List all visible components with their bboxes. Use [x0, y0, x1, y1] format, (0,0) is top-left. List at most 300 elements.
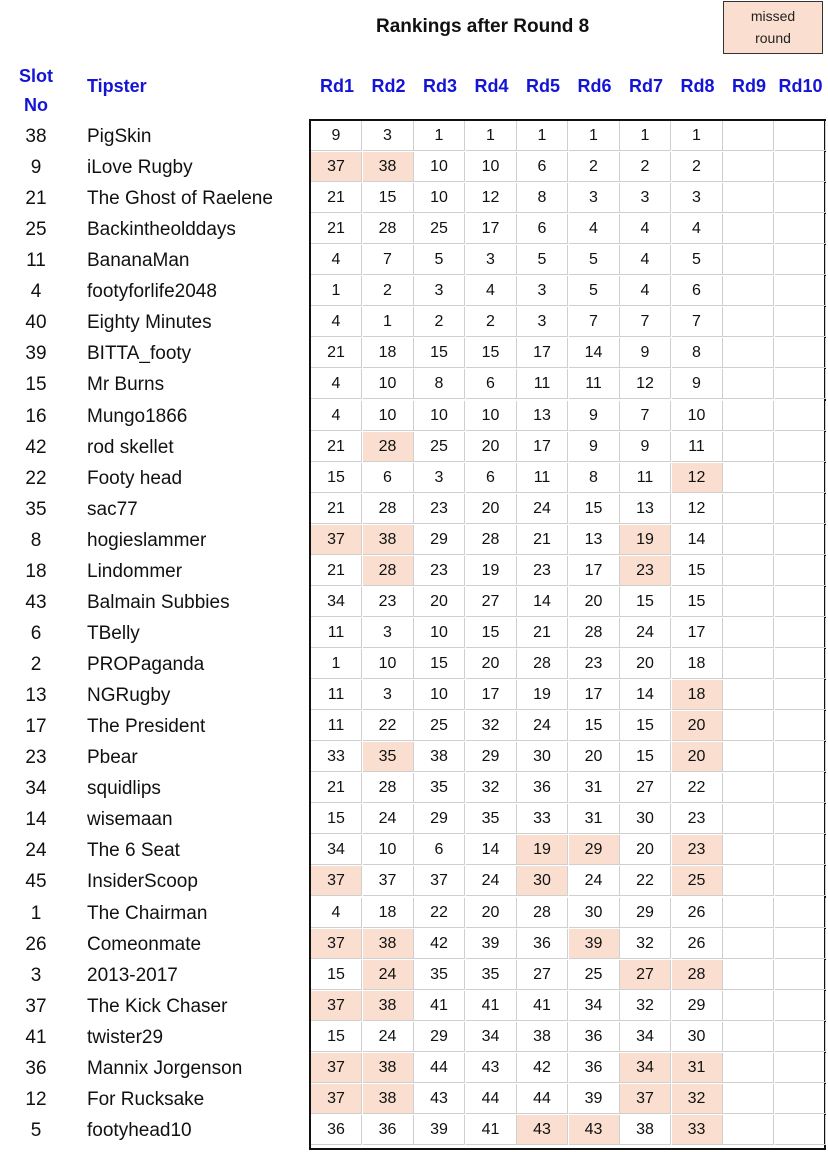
rank-cell-rd10	[775, 525, 826, 555]
rank-cell-rd7: 34	[620, 1022, 671, 1052]
rank-cell-rd3: 23	[414, 556, 465, 586]
rank-cell-rd4: 20	[466, 494, 517, 524]
rank-cell-rd6: 30	[569, 898, 620, 928]
rank-cell-rd5: 3	[517, 307, 568, 337]
tipster-name: The Kick Chaser	[87, 995, 228, 1017]
rank-cell-rd10	[775, 121, 826, 151]
rank-cell-rd8: 20	[672, 742, 723, 772]
rank-cell-rd2: 15	[363, 183, 414, 213]
rank-cell-rd3: 25	[414, 432, 465, 462]
rank-cell-rd7: 32	[620, 991, 671, 1021]
rank-cell-rd5: 21	[517, 525, 568, 555]
slot-number: 34	[25, 778, 47, 800]
rank-cell-rd9	[723, 804, 774, 834]
rank-cell-rd9	[723, 898, 774, 928]
rank-cell-rd3: 10	[414, 618, 465, 648]
rank-cell-rd7: 20	[620, 649, 671, 679]
rank-cell-rd5: 41	[517, 991, 568, 1021]
rankings-grid	[309, 119, 826, 1150]
rank-cell-rd1: 15	[311, 463, 362, 493]
rank-cell-rd4: 3	[466, 245, 517, 275]
rank-cell-rd4: 2	[466, 307, 517, 337]
rank-cell-rd7: 23	[620, 556, 671, 586]
slot-number: 42	[25, 436, 47, 458]
rank-cell-rd4: 24	[466, 866, 517, 896]
rank-cell-rd8: 6	[672, 276, 723, 306]
rank-cell-rd9	[723, 369, 774, 399]
rank-cell-rd9	[723, 556, 774, 586]
rank-cell-rd10	[775, 1084, 826, 1114]
rank-cell-rd9	[723, 711, 774, 741]
round-header-7: Rd7	[628, 76, 663, 96]
rank-cell-rd1: 15	[311, 960, 362, 990]
rank-cell-rd4: 6	[466, 463, 517, 493]
rank-cell-rd2: 10	[363, 369, 414, 399]
rank-cell-rd9	[723, 773, 774, 803]
slot-number: 41	[25, 1026, 47, 1048]
rank-cell-rd4: 19	[466, 556, 517, 586]
tipster-name: rod skellet	[87, 436, 174, 458]
rank-cell-rd5: 11	[517, 369, 568, 399]
rank-cell-rd8: 15	[672, 587, 723, 617]
rank-cell-rd6: 17	[569, 556, 620, 586]
rank-cell-rd6: 2	[569, 152, 620, 182]
tipster-name: PROPaganda	[87, 654, 205, 676]
rank-cell-rd10	[775, 432, 826, 462]
rank-cell-rd4: 20	[466, 649, 517, 679]
rank-cell-rd6: 31	[569, 804, 620, 834]
rank-cell-rd2: 3	[363, 680, 414, 710]
slot-header-line-2: No	[24, 95, 48, 115]
rank-cell-rd8: 1	[672, 121, 723, 151]
rank-cell-rd9	[723, 183, 774, 213]
rank-cell-rd7: 27	[620, 960, 671, 990]
rank-cell-rd2: 24	[363, 804, 414, 834]
rank-cell-rd3: 2	[414, 307, 465, 337]
rank-cell-rd8: 28	[672, 960, 723, 990]
rank-cell-rd3: 35	[414, 960, 465, 990]
rank-cell-rd3: 3	[414, 276, 465, 306]
rank-cell-rd3: 10	[414, 680, 465, 710]
rank-cell-rd5: 30	[517, 742, 568, 772]
rank-cell-rd7: 4	[620, 245, 671, 275]
rank-cell-rd3: 6	[414, 835, 465, 865]
rank-cell-rd6: 15	[569, 494, 620, 524]
rank-cell-rd1: 21	[311, 556, 362, 586]
slot-number: 36	[25, 1057, 47, 1079]
rank-cell-rd2: 6	[363, 463, 414, 493]
rank-cell-rd4: 12	[466, 183, 517, 213]
rank-cell-rd3: 10	[414, 183, 465, 213]
rank-cell-rd10	[775, 494, 826, 524]
round-header-3: Rd3	[422, 76, 457, 96]
rank-cell-rd7: 11	[620, 463, 671, 493]
rank-cell-rd5: 5	[517, 245, 568, 275]
rank-cell-rd6: 15	[569, 711, 620, 741]
rank-cell-rd5: 21	[517, 618, 568, 648]
rank-cell-rd2: 38	[363, 152, 414, 182]
tipster-name: Lindommer	[87, 560, 183, 582]
rank-cell-rd5: 3	[517, 276, 568, 306]
rank-cell-rd4: 4	[466, 276, 517, 306]
rank-cell-rd6: 28	[569, 618, 620, 648]
rank-cell-rd3: 37	[414, 866, 465, 896]
rank-cell-rd10	[775, 773, 826, 803]
rank-cell-rd5: 19	[517, 835, 568, 865]
rank-cell-rd8: 3	[672, 183, 723, 213]
rank-cell-rd3: 42	[414, 929, 465, 959]
rank-cell-rd2: 1	[363, 307, 414, 337]
slot-number: 3	[30, 964, 42, 986]
rank-cell-rd5: 27	[517, 960, 568, 990]
slot-number: 4	[30, 281, 42, 303]
tipster-name: Backintheolddays	[87, 219, 236, 241]
rank-cell-rd9	[723, 245, 774, 275]
rank-cell-rd8: 18	[672, 680, 723, 710]
rank-cell-rd10	[775, 649, 826, 679]
rank-cell-rd9	[723, 152, 774, 182]
rank-cell-rd9	[723, 401, 774, 431]
rank-cell-rd1: 37	[311, 152, 362, 182]
tipster-name: Balmain Subbies	[87, 591, 230, 613]
rank-cell-rd7: 2	[620, 152, 671, 182]
rank-cell-rd5: 30	[517, 866, 568, 896]
rank-cell-rd1: 21	[311, 432, 362, 462]
slot-number: 26	[25, 933, 47, 955]
rank-cell-rd3: 1	[414, 121, 465, 151]
rank-cell-rd4: 35	[466, 804, 517, 834]
rank-cell-rd1: 21	[311, 494, 362, 524]
rank-cell-rd7: 24	[620, 618, 671, 648]
rank-cell-rd10	[775, 183, 826, 213]
round-header-10: Rd10	[778, 76, 823, 96]
rank-cell-rd3: 5	[414, 245, 465, 275]
rank-cell-rd3: 20	[414, 587, 465, 617]
rank-cell-rd6: 1	[569, 121, 620, 151]
rank-cell-rd7: 9	[620, 338, 671, 368]
rank-cell-rd10	[775, 587, 826, 617]
rank-cell-rd7: 22	[620, 866, 671, 896]
rank-cell-rd4: 15	[466, 338, 517, 368]
rank-cell-rd10	[775, 835, 826, 865]
round-header-4: Rd4	[474, 76, 509, 96]
rank-cell-rd1: 34	[311, 587, 362, 617]
rank-cell-rd9	[723, 866, 774, 896]
rank-cell-rd6: 4	[569, 214, 620, 244]
tipster-name: PigSkin	[87, 126, 152, 147]
rank-cell-rd10	[775, 1053, 826, 1083]
rank-cell-rd1: 21	[311, 773, 362, 803]
rank-cell-rd2: 28	[363, 494, 414, 524]
rank-cell-rd3: 10	[414, 401, 465, 431]
rank-cell-rd5: 17	[517, 432, 568, 462]
rank-cell-rd1: 9	[311, 121, 362, 151]
rank-cell-rd3: 35	[414, 773, 465, 803]
rank-cell-rd8: 10	[672, 401, 723, 431]
rank-cell-rd3: 15	[414, 338, 465, 368]
rank-cell-rd4: 17	[466, 214, 517, 244]
rank-cell-rd6: 29	[569, 835, 620, 865]
round-header-5: Rd5	[525, 76, 560, 96]
rank-cell-rd3: 29	[414, 525, 465, 555]
tipster-name: Mannix Jorgenson	[87, 1057, 243, 1079]
rank-cell-rd5: 43	[517, 1115, 568, 1145]
rank-cell-rd8: 26	[672, 929, 723, 959]
rank-cell-rd7: 7	[620, 401, 671, 431]
rank-cell-rd2: 18	[363, 338, 414, 368]
rank-cell-rd2: 18	[363, 898, 414, 928]
rank-cell-rd4: 14	[466, 835, 517, 865]
rank-cell-rd8: 31	[672, 1053, 723, 1083]
rank-cell-rd10	[775, 991, 826, 1021]
rank-cell-rd5: 11	[517, 463, 568, 493]
rank-cell-rd1: 4	[311, 898, 362, 928]
rank-cell-rd6: 20	[569, 587, 620, 617]
rank-cell-rd1: 4	[311, 307, 362, 337]
rank-cell-rd8: 17	[672, 618, 723, 648]
rank-cell-rd6: 36	[569, 1053, 620, 1083]
tipster-name: sac77	[87, 498, 138, 520]
tipster-name: TBelly	[87, 622, 140, 644]
rank-cell-rd6: 9	[569, 432, 620, 462]
rank-cell-rd7: 7	[620, 307, 671, 337]
rank-cell-rd1: 37	[311, 929, 362, 959]
rank-cell-rd6: 25	[569, 960, 620, 990]
tipster-name: The Ghost of Raelene	[87, 188, 273, 210]
rank-cell-rd5: 44	[517, 1084, 568, 1114]
rank-cell-rd2: 38	[363, 991, 414, 1021]
rank-cell-rd9	[723, 276, 774, 306]
rank-cell-rd10	[775, 307, 826, 337]
rank-cell-rd2: 2	[363, 276, 414, 306]
rank-cell-rd4: 1	[466, 121, 517, 151]
rank-cell-rd9	[723, 494, 774, 524]
tipster-name: twister29	[87, 1026, 164, 1048]
slot-number: 14	[25, 809, 47, 831]
rank-cell-rd7: 37	[620, 1084, 671, 1114]
tipster-name: The Chairman	[87, 902, 208, 924]
rank-cell-rd9	[723, 587, 774, 617]
rank-cell-rd3: 10	[414, 152, 465, 182]
rank-cell-rd4: 34	[466, 1022, 517, 1052]
rank-cell-rd5: 24	[517, 494, 568, 524]
rank-cell-rd9	[723, 525, 774, 555]
rank-cell-rd3: 38	[414, 742, 465, 772]
rank-cell-rd9	[723, 835, 774, 865]
slot-number: 40	[25, 312, 47, 334]
rank-cell-rd7: 15	[620, 587, 671, 617]
rank-cell-rd9	[723, 929, 774, 959]
slot-number: 5	[30, 1119, 42, 1141]
rank-cell-rd1: 37	[311, 866, 362, 896]
slot-header-line-1: Slot	[19, 66, 53, 86]
rank-cell-rd10	[775, 556, 826, 586]
rank-cell-rd10	[775, 711, 826, 741]
rank-cell-rd8: 8	[672, 338, 723, 368]
rank-cell-rd1: 37	[311, 991, 362, 1021]
rank-cell-rd3: 29	[414, 1022, 465, 1052]
tipster-name: Comeonmate	[87, 933, 202, 955]
rank-cell-rd8: 14	[672, 525, 723, 555]
rank-cell-rd8: 29	[672, 991, 723, 1021]
rank-cell-rd5: 19	[517, 680, 568, 710]
rank-cell-rd6: 5	[569, 245, 620, 275]
round-header-8: Rd8	[680, 76, 715, 96]
slot-number: 12	[25, 1088, 47, 1110]
rank-cell-rd1: 4	[311, 245, 362, 275]
slot-number: 15	[25, 374, 47, 396]
rank-cell-rd3: 29	[414, 804, 465, 834]
rank-cell-rd8: 32	[672, 1084, 723, 1114]
rank-cell-rd1: 34	[311, 835, 362, 865]
rank-cell-rd2: 7	[363, 245, 414, 275]
tipster-name: The President	[87, 716, 206, 738]
slot-number: 6	[30, 622, 42, 644]
rank-cell-rd1: 33	[311, 742, 362, 772]
rank-cell-rd2: 22	[363, 711, 414, 741]
rank-cell-rd3: 39	[414, 1115, 465, 1145]
rank-cell-rd4: 29	[466, 742, 517, 772]
rank-cell-rd10	[775, 1022, 826, 1052]
rank-cell-rd1: 37	[311, 1053, 362, 1083]
rank-cell-rd10	[775, 866, 826, 896]
rank-cell-rd10	[775, 742, 826, 772]
rank-cell-rd4: 15	[466, 618, 517, 648]
rank-cell-rd9	[723, 432, 774, 462]
rank-cell-rd2: 38	[363, 1053, 414, 1083]
rank-cell-rd1: 11	[311, 711, 362, 741]
rank-cell-rd9	[723, 1084, 774, 1114]
rank-cell-rd8: 23	[672, 804, 723, 834]
rank-cell-rd3: 41	[414, 991, 465, 1021]
rank-cell-rd9	[723, 463, 774, 493]
rank-cell-rd4: 17	[466, 680, 517, 710]
rank-cell-rd1: 21	[311, 183, 362, 213]
rank-cell-rd4: 20	[466, 432, 517, 462]
slot-number: 13	[25, 685, 47, 707]
rank-cell-rd3: 43	[414, 1084, 465, 1114]
rank-cell-rd10	[775, 245, 826, 275]
rank-cell-rd6: 34	[569, 991, 620, 1021]
rank-cell-rd3: 3	[414, 463, 465, 493]
rank-cell-rd4: 32	[466, 773, 517, 803]
tipster-name: BITTA_footy	[87, 343, 192, 365]
rank-cell-rd4: 39	[466, 929, 517, 959]
rank-cell-rd2: 10	[363, 401, 414, 431]
rank-cell-rd2: 24	[363, 960, 414, 990]
rank-cell-rd1: 36	[311, 1115, 362, 1145]
tipster-name: BananaMan	[87, 250, 190, 272]
tipster-name: For Rucksake	[87, 1088, 205, 1110]
rank-cell-rd8: 15	[672, 556, 723, 586]
slot-number: 11	[26, 250, 46, 272]
rank-cell-rd6: 43	[569, 1115, 620, 1145]
rank-cell-rd8: 12	[672, 463, 723, 493]
rank-cell-rd2: 3	[363, 121, 414, 151]
rank-cell-rd3: 25	[414, 711, 465, 741]
rank-cell-rd8: 12	[672, 494, 723, 524]
rank-cell-rd10	[775, 618, 826, 648]
slot-number: 43	[25, 591, 47, 613]
tipster-name: NGRugby	[87, 685, 171, 707]
rank-cell-rd5: 28	[517, 898, 568, 928]
rank-cell-rd5: 23	[517, 556, 568, 586]
rank-cell-rd5: 1	[517, 121, 568, 151]
rank-cell-rd5: 38	[517, 1022, 568, 1052]
rank-cell-rd8: 20	[672, 711, 723, 741]
slot-number: 45	[25, 871, 47, 893]
rank-cell-rd8: 9	[672, 369, 723, 399]
rank-cell-rd7: 34	[620, 1053, 671, 1083]
rank-cell-rd10	[775, 804, 826, 834]
rank-cell-rd10	[775, 276, 826, 306]
rank-cell-rd5: 6	[517, 214, 568, 244]
rank-cell-rd8: 26	[672, 898, 723, 928]
slot-no-header	[14, 62, 58, 120]
tipster-name: hogieslammer	[87, 529, 207, 551]
rank-cell-rd6: 36	[569, 1022, 620, 1052]
rank-cell-rd3: 44	[414, 1053, 465, 1083]
tipster-name: iLove Rugby	[87, 157, 193, 179]
rank-cell-rd8: 33	[672, 1115, 723, 1145]
missed-round-legend	[723, 1, 823, 54]
slot-number: 9	[30, 157, 42, 179]
rank-cell-rd9	[723, 991, 774, 1021]
rank-cell-rd5: 14	[517, 587, 568, 617]
rank-cell-rd10	[775, 960, 826, 990]
rank-cell-rd10	[775, 338, 826, 368]
tipster-name: Eighty Minutes	[87, 312, 212, 334]
rank-cell-rd9	[723, 214, 774, 244]
rank-cell-rd10	[775, 898, 826, 928]
rank-cell-rd7: 20	[620, 835, 671, 865]
rank-cell-rd4: 27	[466, 587, 517, 617]
rank-cell-rd8: 23	[672, 835, 723, 865]
slot-number: 37	[25, 995, 47, 1017]
rank-cell-rd8: 11	[672, 432, 723, 462]
rank-cell-rd1: 15	[311, 804, 362, 834]
rank-cell-rd7: 30	[620, 804, 671, 834]
rank-cell-rd3: 25	[414, 214, 465, 244]
round-header-6: Rd6	[577, 76, 612, 96]
rank-cell-rd1: 1	[311, 276, 362, 306]
rank-cell-rd9	[723, 1053, 774, 1083]
rank-cell-rd2: 3	[363, 618, 414, 648]
rank-cell-rd2: 23	[363, 587, 414, 617]
rank-cell-rd2: 24	[363, 1022, 414, 1052]
rank-cell-rd2: 28	[363, 432, 414, 462]
rank-cell-rd3: 15	[414, 649, 465, 679]
slot-number: 2	[30, 654, 42, 676]
rank-cell-rd8: 4	[672, 214, 723, 244]
rank-cell-rd2: 28	[363, 773, 414, 803]
slot-number: 23	[25, 747, 47, 769]
slot-number: 39	[25, 343, 47, 365]
rank-cell-rd10	[775, 152, 826, 182]
rank-cell-rd5: 17	[517, 338, 568, 368]
slot-number: 24	[25, 840, 47, 862]
rank-cell-rd7: 15	[620, 711, 671, 741]
legend-line-1: missed	[750, 8, 796, 24]
rank-cell-rd4: 20	[466, 898, 517, 928]
rank-cell-rd5: 13	[517, 401, 568, 431]
rank-cell-rd8: 25	[672, 866, 723, 896]
slot-number: 21	[25, 188, 47, 210]
rank-cell-rd7: 38	[620, 1115, 671, 1145]
slot-number: 16	[25, 405, 47, 427]
slot-number: 1	[30, 902, 42, 924]
rank-cell-rd1: 11	[311, 680, 362, 710]
